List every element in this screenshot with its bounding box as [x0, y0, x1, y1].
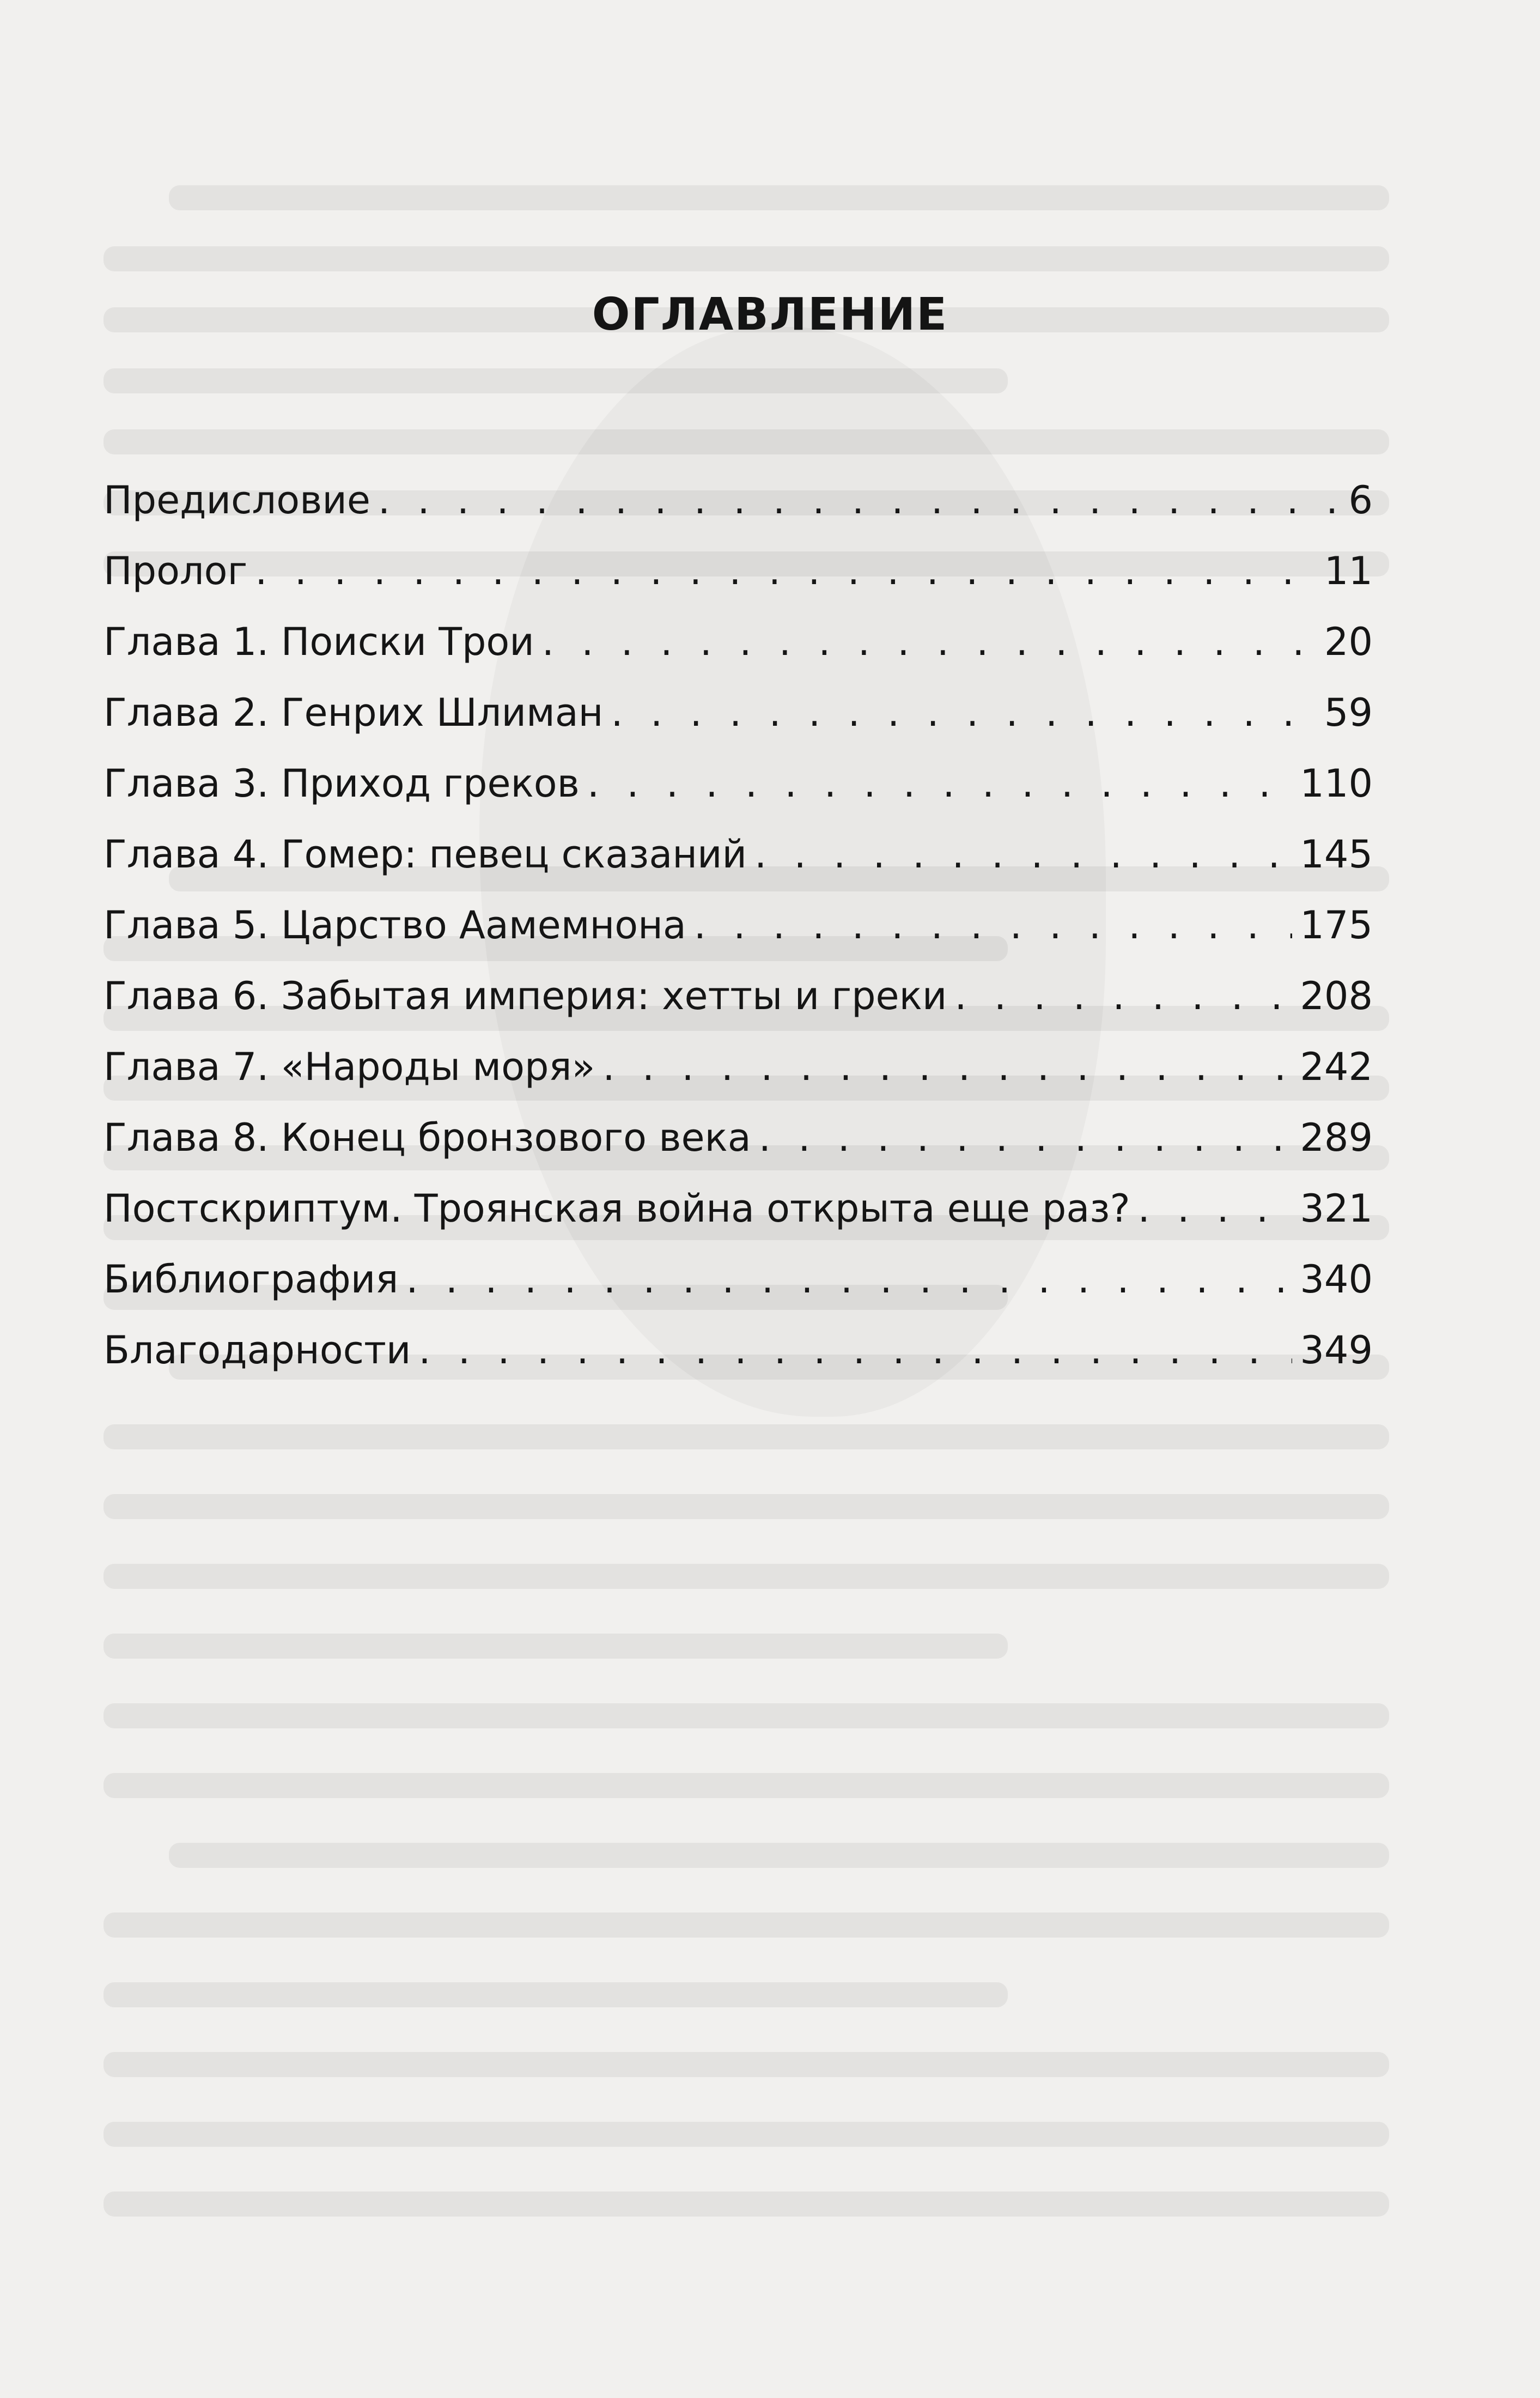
bleed-text-line [104, 2122, 1389, 2147]
toc-dot-leader [1138, 1186, 1293, 1231]
toc-entry-page: 11 [1324, 549, 1373, 593]
toc-entry-page: 208 [1300, 974, 1373, 1018]
toc-entry [104, 1186, 1373, 1257]
toc-dot-leader [694, 903, 1293, 948]
bleed-text-line [104, 1634, 1008, 1659]
toc-dot-leader [378, 478, 1341, 523]
bleed-text-line [104, 2191, 1389, 2217]
bleed-text-line [104, 2052, 1389, 2077]
toc-entry [104, 478, 1373, 549]
toc-dot-leader [255, 549, 1317, 593]
toc-entry-page: 340 [1300, 1257, 1373, 1302]
bleed-text-line [104, 1424, 1389, 1449]
toc-entry-page: 349 [1300, 1328, 1373, 1373]
toc-entry-page: 175 [1300, 903, 1373, 948]
toc-entry [104, 761, 1373, 832]
bleed-text-line [104, 1982, 1008, 2007]
toc-entry-label: Глава 2. Генрих Шлиман [104, 690, 604, 735]
bleed-text-line [104, 1494, 1389, 1519]
toc-entry [104, 832, 1373, 903]
toc-entry-page: 20 [1324, 620, 1373, 664]
toc-entry-page: 6 [1348, 478, 1373, 523]
toc-entry-label: Предисловие [104, 478, 370, 523]
toc-entry [104, 974, 1373, 1045]
toc-entry [104, 903, 1373, 974]
toc-entry-label: Библиография [104, 1257, 399, 1302]
toc-entry [104, 1328, 1373, 1399]
bleed-text-line [104, 246, 1389, 271]
toc-entry-label: Глава 5. Царство Аамемнона [104, 903, 686, 948]
toc-entry-label: Глава 8. Конец бронзового века [104, 1115, 751, 1160]
toc-entry [104, 620, 1373, 690]
page-title: ОГЛАВЛЕНИЕ [592, 289, 948, 341]
toc-dot-leader [587, 761, 1293, 806]
toc-dot-leader [759, 1115, 1293, 1160]
toc-dot-leader [406, 1257, 1292, 1302]
toc-entry-page: 242 [1300, 1045, 1373, 1089]
toc-entry-page: 321 [1300, 1186, 1373, 1231]
bleed-text-line [169, 185, 1389, 210]
toc-entry-label: Глава 7. «Народы моря» [104, 1045, 595, 1089]
toc-entry [104, 1257, 1373, 1328]
bleed-text-line [104, 1564, 1389, 1589]
toc-entry [104, 549, 1373, 620]
toc-entry-label: Глава 3. Приход греков [104, 761, 580, 806]
toc-dot-leader [954, 974, 1292, 1018]
table-of-contents [104, 478, 1373, 1399]
bleed-text-line [104, 1913, 1389, 1938]
toc-dot-leader [418, 1328, 1292, 1373]
toc-entry-page: 110 [1300, 761, 1373, 806]
toc-entry-page: 145 [1300, 832, 1373, 877]
toc-entry-label: Глава 1. Поиски Трои [104, 620, 534, 664]
toc-entry [104, 1115, 1373, 1186]
bleed-text-line [169, 1843, 1389, 1868]
toc-entry-label: Глава 4. Гомер: певец сказаний [104, 832, 747, 877]
toc-dot-leader [754, 832, 1292, 877]
toc-dot-leader [611, 690, 1316, 735]
toc-entry-label: Благодарности [104, 1328, 411, 1373]
bleed-text-line [104, 1703, 1389, 1728]
toc-entry-label: Глава 6. Забытая империя: хетты и греки [104, 974, 947, 1018]
bleed-text-line [104, 368, 1008, 393]
bleed-text-line [104, 429, 1389, 454]
toc-entry [104, 1045, 1373, 1115]
toc-entry-page: 59 [1324, 690, 1373, 735]
toc-dot-leader [542, 620, 1317, 664]
toc-entry-page: 289 [1300, 1115, 1373, 1160]
toc-entry [104, 690, 1373, 761]
bleed-text-line [104, 1773, 1389, 1798]
toc-entry-label: Постскриптум. Троянская война открыта еще раз? [104, 1186, 1130, 1231]
toc-entry-label: Пролог [104, 549, 248, 593]
toc-dot-leader [602, 1045, 1292, 1089]
